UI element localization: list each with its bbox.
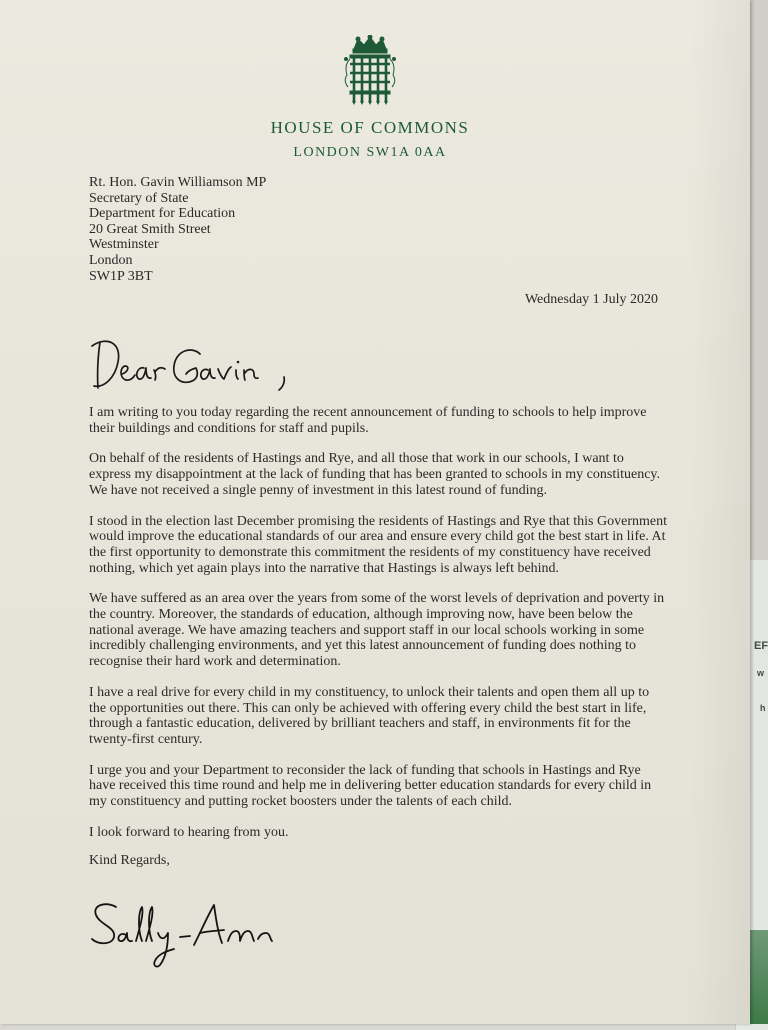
- recipient-line: Secretary of State: [89, 190, 189, 206]
- body-paragraph: I urge you and your Department to reconsider the lack of funding that schools in Hastings and Rye have received this time round and help me in delivering better education standards for every child in my constituency and putting rocket boosters under the talents of each child.: [89, 762, 652, 810]
- handwritten-salutation: [88, 334, 298, 399]
- recipient-line: London: [89, 252, 133, 268]
- recipient-line: Rt. Hon. Gavin Williamson MP: [89, 175, 267, 190]
- recipient-line: Department for Education: [89, 206, 236, 222]
- letter-date: Wednesday 1 July 2020: [524, 292, 658, 307]
- body-paragraph: I look forward to hearing from you.: [89, 824, 289, 840]
- body-paragraph: I am writing to you today regarding the recent announcement of funding to schools to help improve their buildings and conditions for staff and pupils.: [89, 405, 647, 436]
- recipient-line: SW1P 3BT: [89, 268, 153, 284]
- signature: [86, 893, 300, 969]
- underlying-text-mark: EF: [754, 640, 768, 652]
- underlying-text-mark: h: [760, 703, 766, 713]
- body-paragraph: We have suffered as an area over the years from some of the worst levels of deprivation and poverty in the country. Moreover, the standards of education, although improving now, have been below the national average. We have amazing teachers and support staff in our local schools working in some incredibly challenging environments, and yet this latest announcement of funding does nothing to recognise their hard work and determination.: [89, 591, 665, 670]
- letterhead-address: LONDON SW1A 0AA: [293, 145, 447, 160]
- body-paragraph: I have a real drive for every child in my constituency, to unlock their talents and open them all up to the opportunities out there. This can only be achieved with offering every child the best start in life, through a fantastic education, delivered by brilliant teachers and staff, in environments fit for the twenty-first century.: [89, 684, 650, 747]
- letterhead-organisation: HOUSE OF COMMONS: [270, 118, 470, 137]
- portcullis-crest-icon: [340, 35, 400, 105]
- body-paragraph: On behalf of the residents of Hastings and Rye, and all those that work in our schools, I want to express my disappointment at the lack of funding that has been granted to schools in my constituency. We have not received a single penny of investment in this latest round of funding.: [89, 451, 661, 498]
- recipient-line: 20 Great Smith Street: [89, 221, 211, 237]
- underlying-green-strip: [748, 930, 768, 1024]
- underlying-text-mark: w: [757, 668, 765, 678]
- body-paragraph: I stood in the election last December promising the residents of Hastings and Rye that this Government would improve the educational standards of our area and ensure every child got the best start in life. At the first opportunity to demonstrate this commitment the residents of my constituency have received nothing, which yet again plays into the narrative that Hastings is always left behind.: [89, 513, 667, 576]
- recipient-address-block: [89, 175, 266, 284]
- recipient-line: Westminster: [89, 237, 159, 253]
- letter-body: [89, 405, 667, 884]
- letter-closing: Kind Regards,: [89, 853, 170, 869]
